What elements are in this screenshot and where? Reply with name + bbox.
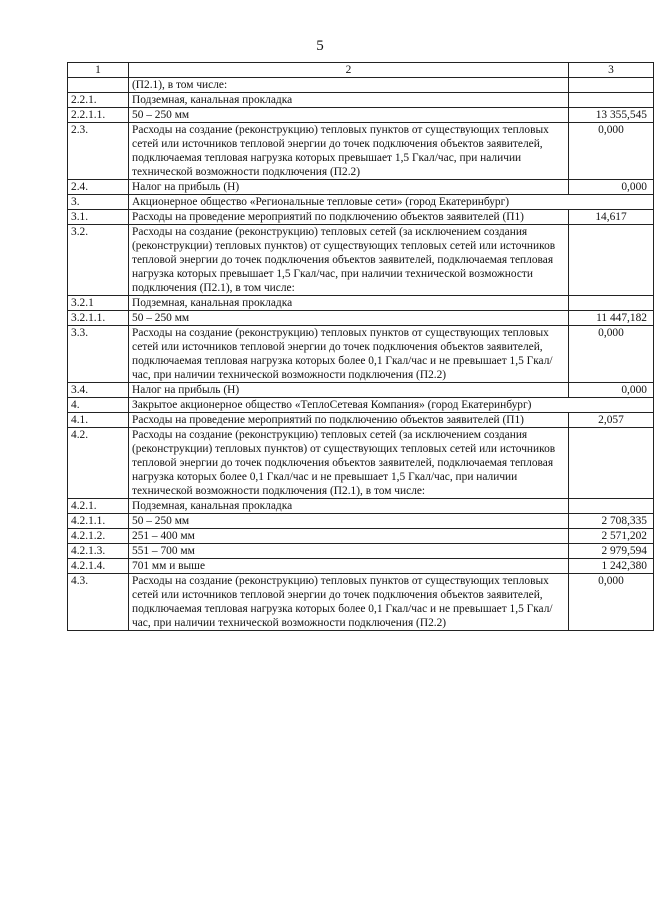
row-value: 11 447,182 — [569, 311, 654, 326]
row-value — [569, 428, 654, 499]
row-value: 2,057 — [569, 413, 654, 428]
row-number: 3.2.1 — [68, 296, 129, 311]
row-value: 0,000 — [569, 180, 654, 195]
table-row — [68, 78, 654, 93]
row-description: Налог на прибыль (Н) — [129, 383, 569, 398]
row-value: 13 355,545 — [569, 108, 654, 123]
row-description: Подземная, канальная прокладка — [129, 296, 569, 311]
table-row — [68, 413, 654, 428]
table-row — [68, 108, 654, 123]
row-number: 2.2.1. — [68, 93, 129, 108]
table-row — [68, 326, 654, 383]
row-description: Расходы на проведение мероприятий по подключению объектов заявителей (П1) — [129, 210, 569, 225]
row-number: 4.2.1.4. — [68, 559, 129, 574]
row-number: 3.4. — [68, 383, 129, 398]
table-row — [68, 514, 654, 529]
row-description: Подземная, канальная прокладка — [129, 499, 569, 514]
row-number: 4.2.1.3. — [68, 544, 129, 559]
tariff-table — [67, 62, 654, 631]
row-number: 4.2.1.1. — [68, 514, 129, 529]
row-description: Расходы на создание (реконструкцию) тепловых сетей (за исключением создания (реконструкции) тепловых пунктов) от существующих тепловых сетей или источников тепловой энергии до точек подключения объектов заявителей, подключаемая тепловая нагрузка которых более 0,1 Гкал/час и не превышает 1,5 Гкал/час, при наличии технической возможности подключения (П2.1), в том числе: — [129, 428, 569, 499]
row-number: 3.2.1.1. — [68, 311, 129, 326]
row-value: 0,000 — [569, 574, 654, 631]
row-number: 3.3. — [68, 326, 129, 383]
row-description: Расходы на создание (реконструкцию) тепловых пунктов от существующих тепловых сетей или источников тепловой энергии до точек подключения объектов заявителей, подключаемая тепловая нагрузка которых более 0,1 Гкал/час и не превышает 1,5 Гкал/час, при наличии технической возможности подключения (П2.2) — [129, 574, 569, 631]
row-description: Подземная, канальная прокладка — [129, 93, 569, 108]
table-row — [68, 544, 654, 559]
table-row — [68, 180, 654, 195]
header-col-3: 3 — [569, 63, 654, 78]
row-value: 2 708,335 — [569, 514, 654, 529]
table-header-row — [68, 63, 654, 78]
table-row — [68, 311, 654, 326]
row-value: 2 979,594 — [569, 544, 654, 559]
table-row — [68, 225, 654, 296]
row-value: 2 571,202 — [569, 529, 654, 544]
row-number — [68, 78, 129, 93]
row-value — [569, 225, 654, 296]
row-value — [569, 296, 654, 311]
row-value — [569, 78, 654, 93]
row-description: 50 – 250 мм — [129, 514, 569, 529]
table-row — [68, 383, 654, 398]
row-description: Расходы на создание (реконструкцию) тепловых сетей (за исключением создания (реконструкции) тепловых пунктов) от существующих тепловых сетей или источников тепловой энергии до точек подключения объектов заявителей, подключаемая тепловая нагрузка которых превышает 1,5 Гкал/час, при наличии технической возможности подключения (П2.1), в том числе: — [129, 225, 569, 296]
row-number: 4.2.1. — [68, 499, 129, 514]
table-row — [68, 398, 654, 413]
row-value — [569, 93, 654, 108]
row-description: Расходы на создание (реконструкцию) тепловых пунктов от существующих тепловых сетей или источников тепловой энергии до точек подключения объектов заявителей, подключаемая тепловая нагрузка которых более 0,1 Гкал/час и не превышает 1,5 Гкал/час, при наличии технической возможности подключения (П2.2) — [129, 326, 569, 383]
row-description: 50 – 250 мм — [129, 311, 569, 326]
row-description: 251 – 400 мм — [129, 529, 569, 544]
row-number: 2.2.1.1. — [68, 108, 129, 123]
table-row — [68, 210, 654, 225]
header-col-2: 2 — [129, 63, 569, 78]
row-description: Налог на прибыль (Н) — [129, 180, 569, 195]
header-col-1: 1 — [68, 63, 129, 78]
row-description: Расходы на проведение мероприятий по подключению объектов заявителей (П1) — [129, 413, 569, 428]
row-value — [569, 499, 654, 514]
row-number: 4.1. — [68, 413, 129, 428]
table-row — [68, 195, 654, 210]
row-number: 4.2. — [68, 428, 129, 499]
table-row — [68, 123, 654, 180]
row-description: 50 – 250 мм — [129, 108, 569, 123]
table-row — [68, 428, 654, 499]
row-value: 0,000 — [569, 123, 654, 180]
table-row — [68, 296, 654, 311]
row-number: 2.4. — [68, 180, 129, 195]
row-description: (П2.1), в том числе: — [129, 78, 569, 93]
table-row — [68, 574, 654, 631]
row-number: 2.3. — [68, 123, 129, 180]
row-value: 14,617 — [569, 210, 654, 225]
row-value: 0,000 — [569, 383, 654, 398]
table-row — [68, 559, 654, 574]
row-number: 4.2.1.2. — [68, 529, 129, 544]
row-description: Расходы на создание (реконструкцию) тепловых пунктов от существующих тепловых сетей или источников тепловой энергии до точек подключения объектов заявителей, подключаемая тепловая нагрузка которых превышает 1,5 Гкал/час, при наличии технической возможности подключения (П2.2) — [129, 123, 569, 180]
table-row — [68, 499, 654, 514]
row-number: 4.3. — [68, 574, 129, 631]
page-number: 5 — [316, 38, 324, 54]
row-description: Закрытое акционерное общество «ТеплоСетевая Компания» (город Екатеринбург) — [129, 398, 654, 413]
row-number: 3. — [68, 195, 129, 210]
row-value: 1 242,380 — [569, 559, 654, 574]
table-row — [68, 93, 654, 108]
row-description: 701 мм и выше — [129, 559, 569, 574]
table-row — [68, 529, 654, 544]
row-description: 551 – 700 мм — [129, 544, 569, 559]
row-number: 4. — [68, 398, 129, 413]
row-number: 3.2. — [68, 225, 129, 296]
row-description: Акционерное общество «Региональные тепловые сети» (город Екатеринбург) — [129, 195, 654, 210]
row-value: 0,000 — [569, 326, 654, 383]
row-number: 3.1. — [68, 210, 129, 225]
